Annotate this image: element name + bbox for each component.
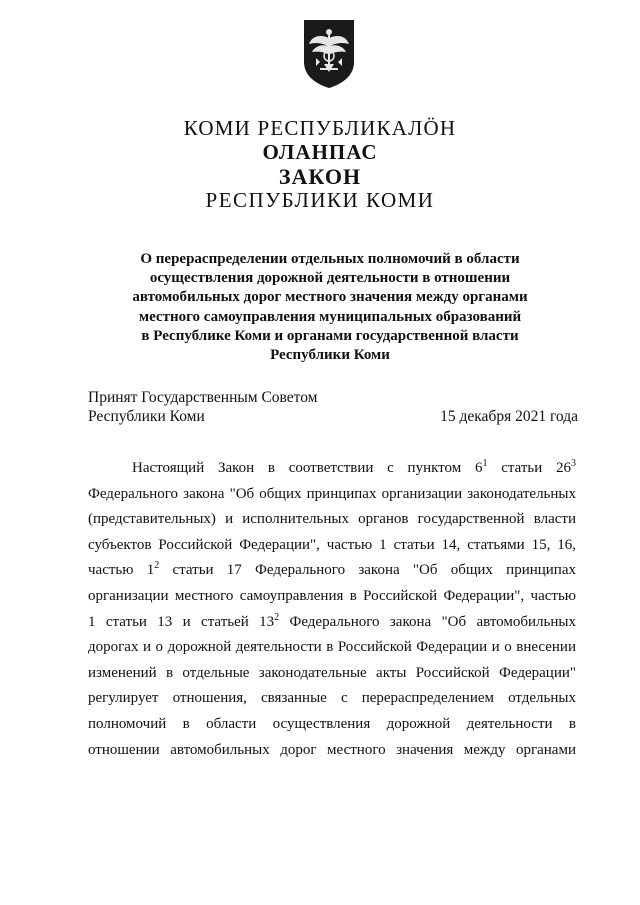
body-line: частью $1^2$ статьи 17 Федерального закона "Об общих принципах: [88, 561, 576, 579]
body-line: организации местного самоуправления в Российской Федерации", частью: [88, 587, 576, 604]
body-line: регулирует отношения, связанные с перераспределением отдельных: [88, 690, 576, 707]
body-line: субъектов Российской Федерации", частью 1 статьи 14, статьями 15, 16,: [88, 536, 576, 553]
body-text: [88, 459, 576, 766]
adoption-date: 15 декабря 2021 года: [440, 408, 578, 425]
header-komi-republic: КОМИ РЕСПУБЛИКАЛӦН: [183, 116, 457, 140]
header-olanpas: ОЛАНПАС: [262, 140, 378, 164]
body-line: Федерального закона "Об общих принципах организации законодательных: [88, 485, 576, 502]
body-line: 1 статьи 13 и статьей $13^2$ Федерального закона "Об автомобильных: [88, 612, 576, 630]
body-line: (представительных) и исполнительных органов государственной власти: [88, 511, 576, 528]
law-title: [100, 250, 560, 365]
law-title-line: осуществления дорожной деятельности в отношении: [149, 270, 511, 287]
body-line: полномочий в области осуществления дорожной деятельности в: [88, 715, 576, 732]
body-line: изменений в отдельные законодательные акты Российской Федерации": [88, 664, 576, 681]
header-respubliki-komi: РЕСПУБЛИКИ КОМИ: [205, 188, 435, 212]
adopted-line-1: Принят Государственным Советом: [88, 389, 318, 406]
law-title-line: О перераспределении отдельных полномочий в области: [140, 251, 520, 267]
law-title-line: Республики Коми: [270, 347, 390, 364]
body-line: Настоящий Закон в соответствии с пунктом $6^1$ статьи $26^3$: [132, 459, 576, 476]
adopted-by: [88, 388, 318, 426]
adopted-line-2: Республики Коми: [88, 408, 205, 425]
body-line: дорогах и о дорожной деятельности в Российской Федерации и о внесении: [88, 639, 576, 656]
law-title-line: в Республике Коми и органами государственной власти: [141, 327, 519, 344]
law-title-line: автомобильных дорог местного значения между органами: [132, 289, 528, 306]
header-zakon: ЗАКОН: [278, 164, 362, 189]
body-line: отношении автомобильных дорог местного значения между органами: [88, 741, 576, 758]
coat-of-arms-emblem: [302, 18, 356, 90]
law-title-line: местного самоуправления муниципальных образований: [138, 308, 522, 325]
